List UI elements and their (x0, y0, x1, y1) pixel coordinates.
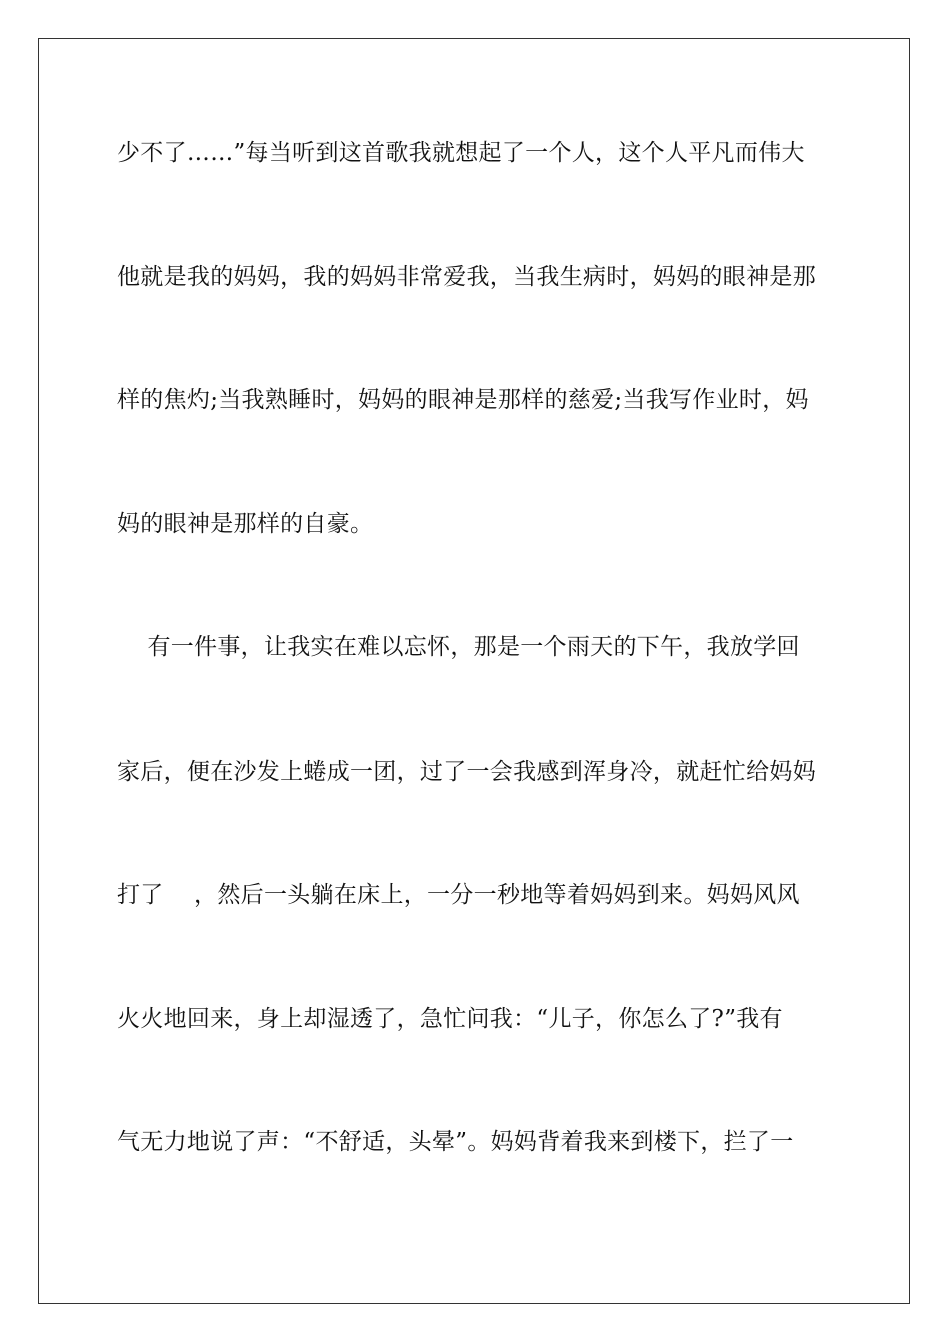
page-border (38, 38, 910, 1304)
text-line-1: 少不了……”每当听到这首歌我就想起了一个人，这个人平凡而伟大 (117, 140, 805, 166)
text-line-3: 样的焦灼;当我熟睡时，妈妈的眼神是那样的慈爱;当我写作业时，妈 (117, 387, 809, 413)
text-line-4: 妈的眼神是那样的自豪。 (117, 511, 374, 537)
text-line-6: 家后，便在沙发上蜷成一团，过了一会我感到浑身冷，就赶忙给妈妈 (117, 759, 816, 785)
text-line-2: 他就是我的妈妈，我的妈妈非常爱我，当我生病时，妈妈的眼神是那 (117, 264, 816, 290)
text-line-7: 打了 ，然后一头躺在床上，一分一秒地等着妈妈到来。妈妈风风 (117, 882, 800, 908)
text-line-5: 有一件事，让我实在难以忘怀，那是一个雨天的下午，我放学回 (117, 634, 800, 660)
text-line-8: 火火地回来，身上却湿透了，急忙问我：“儿子，你怎么了?”我有 (117, 1006, 783, 1032)
text-line-9: 气无力地说了声：“不舒适，头晕”。妈妈背着我来到楼下，拦了一 (117, 1129, 794, 1155)
